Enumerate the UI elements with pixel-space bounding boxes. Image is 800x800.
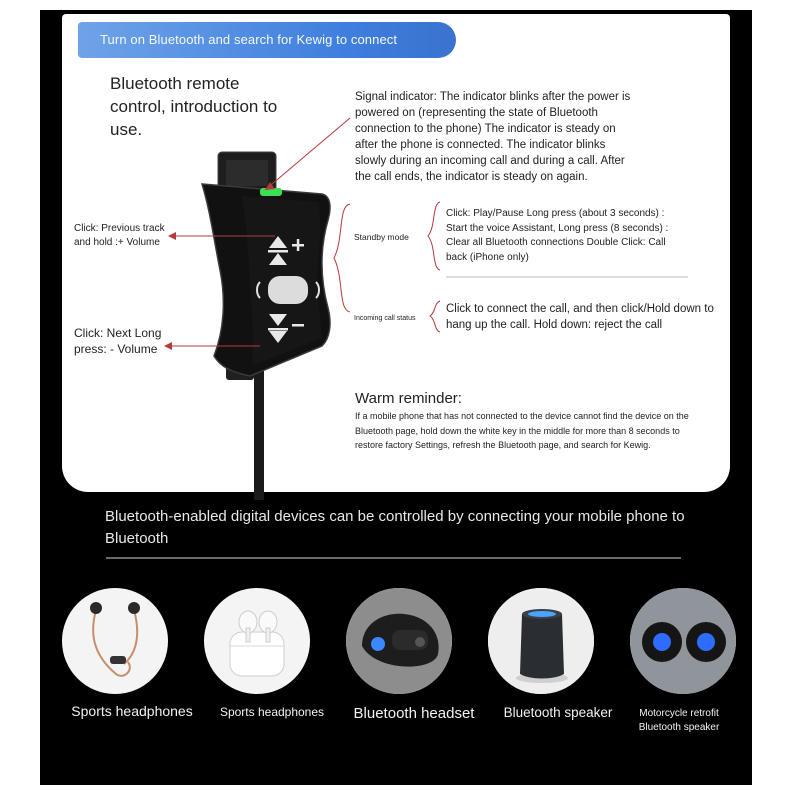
smart-speaker-icon bbox=[488, 588, 594, 694]
standby-mode-description: Click: Play/Pause Long press (about 3 seconds) : Start the voice Assistant, Long press (8 seconds) : Clear all Bluetooth connections Double Click: Call back (iPhone only) bbox=[446, 208, 669, 263]
incoming-call-description: Click to connect the call, and then click/Hold down to hang up the call. Hold down: reject the call bbox=[446, 303, 714, 331]
helmet-headset-icon bbox=[346, 588, 452, 694]
helmet-speakers-icon bbox=[630, 588, 736, 694]
caption-divider bbox=[106, 557, 681, 559]
product-label: Bluetooth headset bbox=[353, 705, 475, 722]
incoming-call-tag: Incoming call status bbox=[354, 315, 416, 322]
product-label: Sports headphones bbox=[71, 703, 193, 719]
product-label: Sports headphones bbox=[219, 705, 325, 719]
connect-banner: Turn on Bluetooth and search for Kewig to connect bbox=[78, 22, 456, 58]
product-image-neckband-earphones bbox=[62, 588, 168, 694]
earbuds-case-icon bbox=[204, 588, 310, 694]
warm-reminder-text: If a mobile phone that has not connected to the device cannot find the device on the Bluetooth page, hold down the white key in the middle for more than 8 seconds to restore factory Settings, refresh the Bluetooth page, and search for Kewig. bbox=[355, 411, 689, 450]
product-label: Bluetooth speaker bbox=[503, 705, 613, 720]
standby-mode-tag: Standby mode bbox=[354, 232, 409, 242]
product-image-helmet-speakers bbox=[630, 588, 736, 694]
warm-reminder-title: Warm reminder: bbox=[355, 390, 462, 407]
product-label: Motorcycle retrofit Bluetooth speaker bbox=[638, 708, 720, 733]
next-track-label: Click: Next Long press: - Volume bbox=[74, 326, 162, 356]
neckband-earphones-icon bbox=[62, 588, 168, 694]
product-image-earbuds-case bbox=[204, 588, 310, 694]
product-image-helmet-headset bbox=[346, 588, 452, 694]
product-image-smart-speaker bbox=[488, 588, 594, 694]
signal-indicator-description: Signal indicator: The indicator blinks after the power is powered on (representing the state of Bluetooth connection to the phone) The indicator is steady on after the phone is connected. The indicator blinks slowly during an incoming call and during a call. After the call ends, the indicator is steady on again. bbox=[355, 91, 631, 183]
previous-track-label: Click: Previous track and hold :+ Volume bbox=[74, 223, 165, 248]
intro-title: Bluetooth remote control, introduction to use. bbox=[110, 74, 278, 139]
bottom-caption: Bluetooth-enabled digital devices can be controlled by connecting your mobile phone to Bluetooth bbox=[105, 508, 685, 547]
